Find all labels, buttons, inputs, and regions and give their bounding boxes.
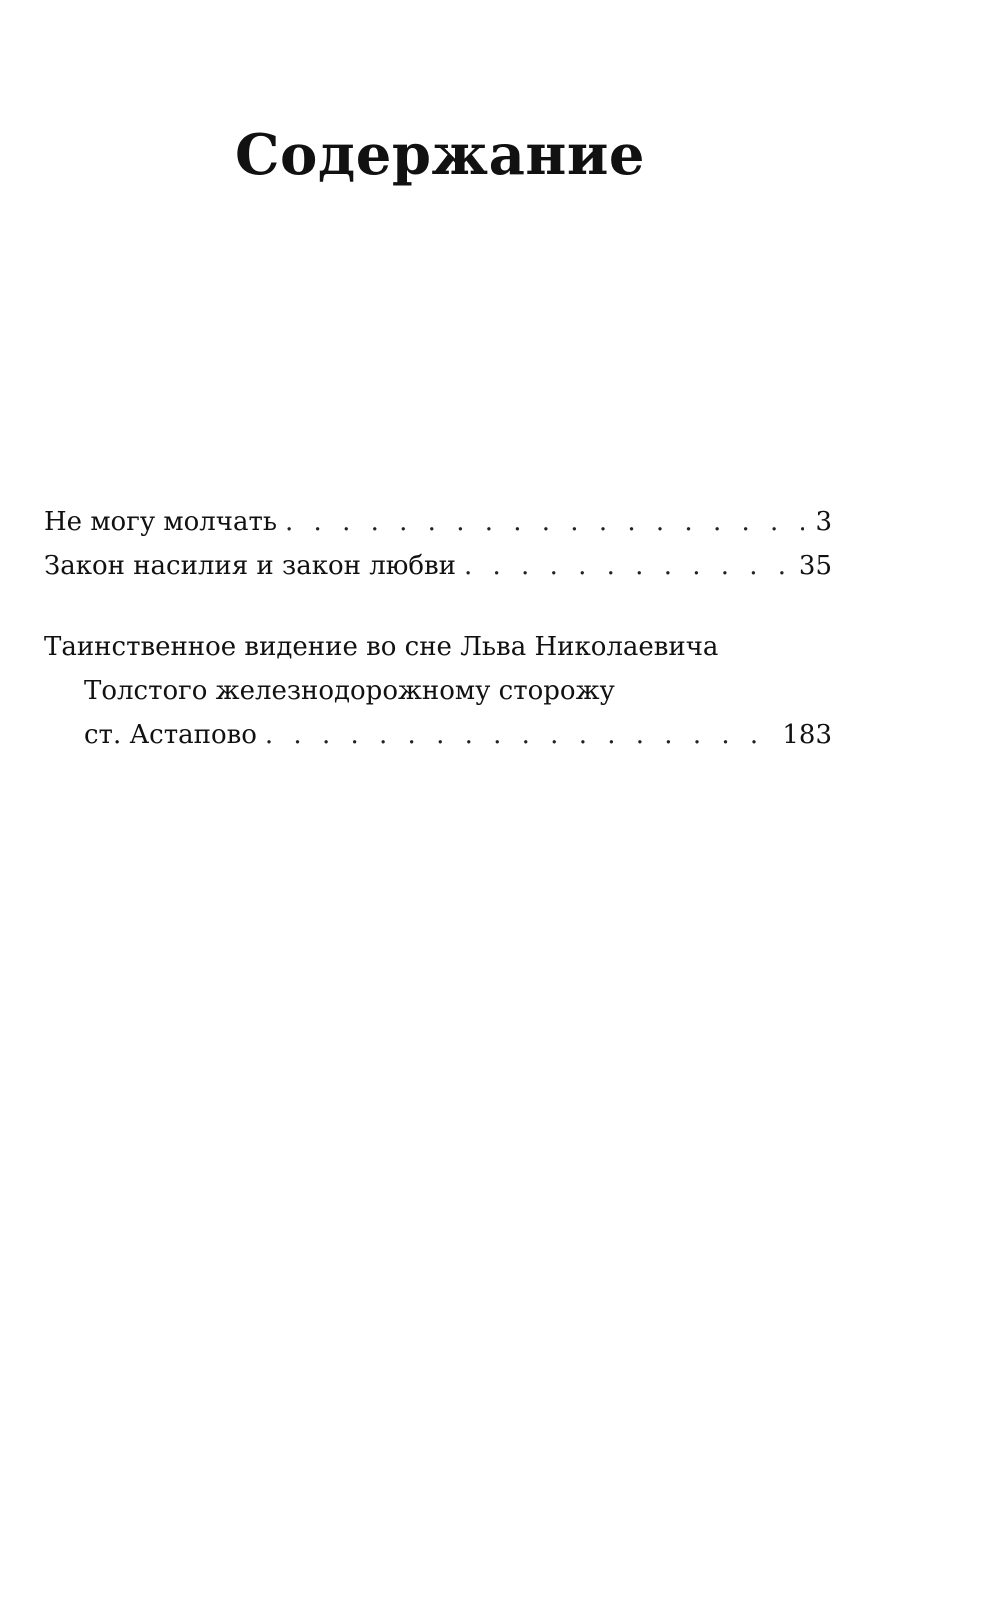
dot-leader xyxy=(265,713,774,757)
dot-leader xyxy=(464,544,791,588)
toc-entry-page: 35 xyxy=(798,551,832,581)
toc-entry-title: Не могу молчать xyxy=(44,507,278,537)
toc-entry xyxy=(44,544,832,588)
toc-entry-title-line-3: ст. Астапово xyxy=(84,720,257,750)
toc-entry-title-line-1: Таинственное видение во сне Льва Николаевича xyxy=(44,632,719,662)
toc-section-appendix xyxy=(44,625,832,757)
toc-section-main xyxy=(44,500,832,588)
toc-entry xyxy=(44,713,832,757)
page-title: Содержание xyxy=(234,122,645,188)
dot-leader xyxy=(285,500,804,544)
toc-entry-page: 183 xyxy=(782,720,832,750)
toc-entry-title-line-2: Толстого железнодорожному сторожу xyxy=(84,676,615,706)
toc-entry xyxy=(44,500,832,544)
toc-entry-page: 3 xyxy=(815,507,832,537)
toc-entry-title: Закон насилия и закон любви xyxy=(44,551,456,581)
